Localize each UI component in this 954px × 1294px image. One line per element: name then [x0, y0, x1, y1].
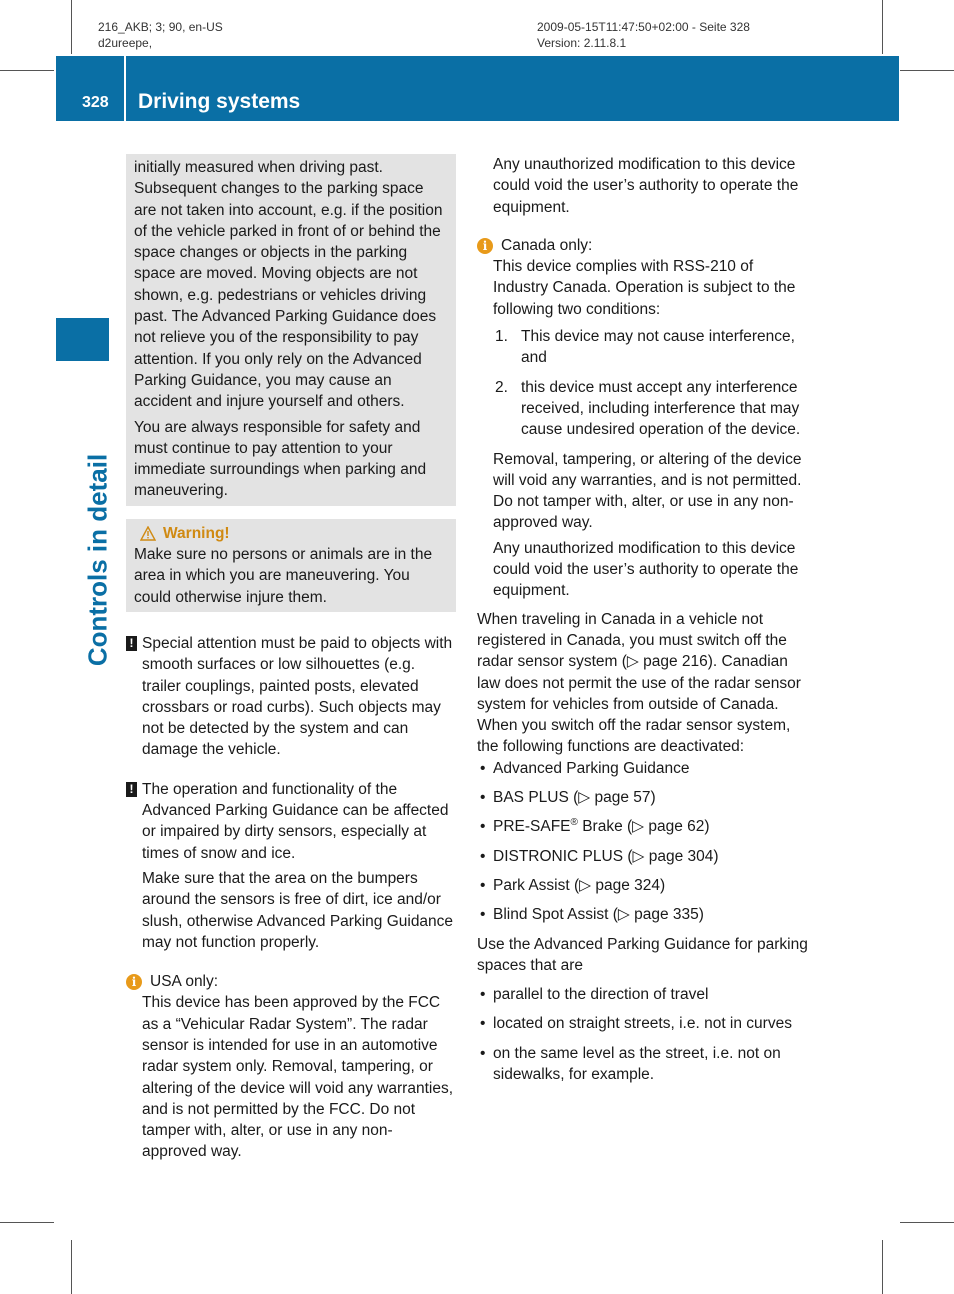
list-text: Blind Spot Assist (▷ page 335) [493, 906, 704, 924]
print-meta-right [537, 19, 750, 51]
bullet: • [480, 876, 486, 894]
list-text: located on straight streets, i.e. not in curves [493, 1015, 792, 1033]
list-item [477, 904, 812, 925]
warning-title: Warning! [163, 524, 230, 542]
crop-mark [882, 0, 883, 54]
note-objects [126, 633, 456, 761]
list-text: PRE-SAFE [493, 818, 571, 836]
info-heading [126, 971, 456, 992]
side-tab-block [56, 318, 109, 361]
bullet: • [480, 818, 486, 836]
list-number: 2. [495, 378, 508, 396]
header-divider [124, 56, 126, 121]
info-text: This device has been approved by the FCC as a “Vehicular Radar System”. The radar sensor is intended for use in an automotive radar system only. Removal, tampering, or altering of the device will void any warranties, and is not permitted by the FCC. Do not tamper with, alter, or use in any non-approved way. [142, 994, 454, 1161]
list-text: on the same level as the street, i.e. not on sidewalks, for example. [493, 1044, 781, 1083]
exclamation-icon: ! [126, 782, 137, 797]
list-item [477, 1013, 812, 1034]
meta-line: Version: 2.11.8.1 [537, 36, 627, 50]
info-title: USA only: [150, 973, 219, 991]
info-icon: i [126, 974, 142, 990]
crop-mark [900, 1222, 954, 1223]
crop-mark [0, 1222, 54, 1223]
meta-line: d2ureepe, [98, 36, 153, 50]
crop-mark [71, 0, 72, 54]
list-item [477, 816, 812, 837]
caution-paragraph: You are always responsible for safety and must continue to pay attention to your immediate surroundings when parking and maneuvering. [134, 418, 427, 500]
crop-mark [0, 70, 54, 71]
info-text: This device complies with RSS-210 of Industry Canada. Operation is subject to the following two conditions: [493, 258, 796, 318]
note-sensors [126, 779, 456, 953]
parking-conditions-list [477, 984, 812, 1085]
meta-line: 2009-05-15T11:47:50+02:00 - Seite 328 [537, 20, 750, 34]
list-text: BAS PLUS (▷ page 57) [493, 789, 656, 807]
bullet: • [480, 1044, 486, 1062]
list-item [477, 875, 812, 896]
registered-mark: ® [570, 817, 578, 829]
note-text: Make sure that the area on the bumpers around the sensors is free of dirt, ice and/or slush, otherwise Advanced Parking Guidance may not function properly. [142, 869, 454, 951]
list-number: 1. [495, 328, 508, 346]
list-text: Advanced Parking Guidance [493, 759, 690, 777]
info-text: Any unauthorized modification to this device could void the user’s authority to operate the equipment. [493, 539, 799, 600]
canada-paragraph: When traveling in Canada in a vehicle not registered in Canada, you must switch off the radar sensor system (▷ page 216). Canadian law does not permit the use of the radar sensor system for vehicles from outside of Canada. When you switch off the radar sensor system, the following functions are deactivated: [477, 610, 801, 756]
crop-mark [71, 1240, 72, 1294]
warning-text: Make sure no persons or animals are in the area in which you are maneuvering. You could otherwise injure them. [134, 546, 433, 606]
warning-box [126, 519, 456, 612]
bullet: • [480, 906, 486, 924]
info-canada [477, 235, 812, 602]
note-text: The operation and functionality of the Advanced Parking Guidance can be affected or impaired by dirty sensors, especially at times of snow and ice. [142, 780, 449, 862]
modification-paragraph: Any unauthorized modification to this device could void the user’s authority to operate the equipment. [493, 156, 799, 216]
right-column [477, 154, 812, 1085]
info-icon: i [477, 238, 493, 254]
print-meta-left [98, 19, 223, 51]
use-paragraph: Use the Advanced Parking Guidance for parking spaces that are [477, 935, 808, 974]
list-text: Brake (▷ page 62) [577, 818, 710, 836]
exclamation-icon: ! [126, 636, 137, 651]
section-title: Driving systems [138, 90, 301, 113]
bullet: • [480, 789, 486, 807]
bullet: • [480, 986, 486, 1004]
list-text: Park Assist (▷ page 324) [493, 876, 666, 894]
meta-line: 216_AKB; 3; 90, en-US [98, 20, 223, 34]
bullet: • [480, 847, 486, 865]
info-title: Canada only: [501, 236, 593, 254]
bullet: • [480, 759, 486, 777]
list-item [493, 377, 812, 441]
crop-mark [882, 1240, 883, 1294]
list-text: this device must accept any interference received, including interference that may cause undesired operation of the device. [521, 378, 801, 439]
page-number: 328 [82, 94, 109, 111]
list-item [477, 984, 812, 1005]
crop-mark [900, 70, 954, 71]
caution-box [126, 154, 456, 506]
list-item [477, 787, 812, 808]
list-text: parallel to the direction of travel [493, 986, 709, 1004]
info-heading [477, 235, 812, 256]
warning-heading [134, 523, 448, 544]
list-text: DISTRONIC PLUS (▷ page 304) [493, 847, 719, 865]
info-text: Removal, tampering, or altering of the device will void any warranties, and is not permitted. Do not tamper with, alter, or use in any non-approved way. [493, 450, 802, 532]
note-text: Special attention must be paid to objects with smooth surfaces or low silhouettes (e.g. trailer couplings, painted posts, elevated crossbars or road curbs). Such objects may not be detected by the system and can damage the vehicle. [142, 634, 453, 759]
info-usa [126, 971, 456, 1163]
list-item [477, 846, 812, 867]
bullet: • [480, 1015, 486, 1033]
conditions-list [493, 326, 812, 440]
deactivated-functions-list [477, 758, 812, 926]
caution-paragraph: initially measured when driving past. Subsequent changes to the parking space are not taken into account, e.g. if the position of the vehicle parked in front of or behind the space changes or objects in the parking space are moved. Moving objects are not shown, e.g. pedestrians or vehicles driving past. The Advanced Parking Guidance does not relieve you of the responsibility to pay attention. If you only rely on the Advanced Parking Guidance, you may cause an accident and injure yourself and others. [134, 159, 443, 411]
side-chapter-label: Controls in detail [82, 453, 113, 667]
list-item [477, 1043, 812, 1086]
info-body [477, 256, 812, 601]
left-column [126, 154, 456, 1163]
warning-triangle-icon [140, 526, 156, 541]
list-item [477, 758, 812, 779]
info-body [126, 992, 456, 1162]
list-text: This device may not cause interference, and [521, 328, 795, 367]
list-item [493, 326, 812, 369]
